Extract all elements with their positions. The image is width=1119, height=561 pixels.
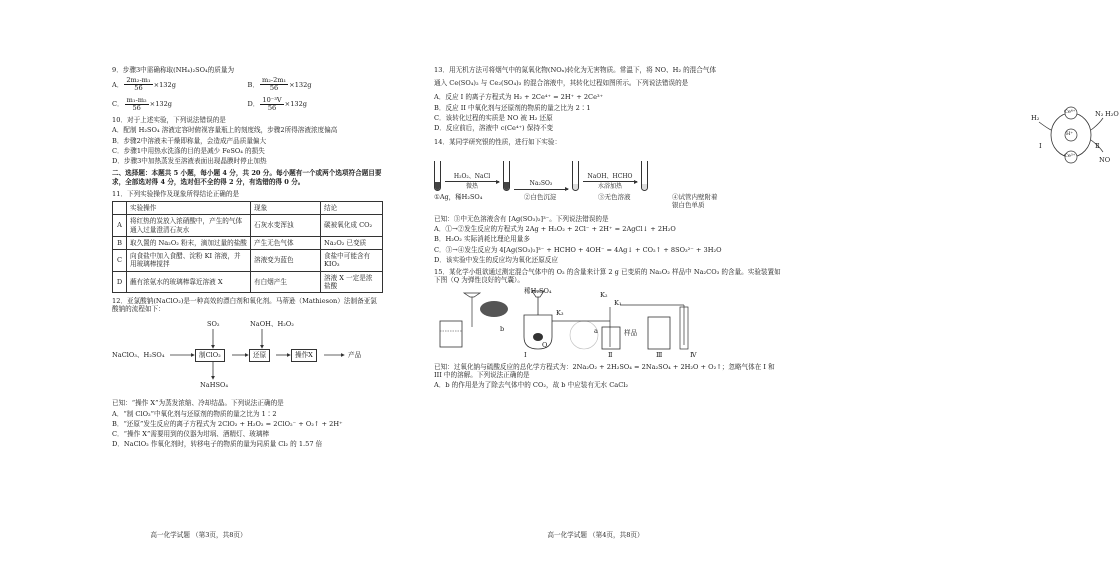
apparatus-drawing [434,287,734,359]
ce3-label: Ce³⁺ [1064,153,1076,159]
question-12 [112,297,383,449]
options [112,77,383,112]
option-b[interactable]: B．步骤2中溶液未干燥即称量，会造成产品质量偏大 [112,136,267,145]
question-stem: 12．亚氯酸钠(NaClO₂)是一种高效的漂白剂和氧化剂。马蒂逊（Mathieson）法制备亚氯酸钠的流程如下： [112,296,377,314]
acid-label: 稀H₂SO₄ [524,286,552,295]
question-stem: 15．某化学小组欲通过测定混合气体中的 O₂ 的含量来计算 2 g 已变质的 Na₂O₂ 样品中 Na₂CO₃ 的含量。实验装置如下图（Q 为弹性良好的气囊）。 [434,268,781,285]
table-header [113,202,127,215]
k2-label: K₂ [600,290,608,299]
tube-label: ③无色溶液 [597,192,631,201]
table-header: 结论 [321,202,383,215]
sample-label: 样品 [624,328,638,337]
roman-4-label: Ⅳ [690,350,697,359]
option-a[interactable]: A．反应 I 的离子方程式为 H₂ + 2Ce⁴⁺ = 2H⁺ + 2Ce³⁺ [434,93,604,102]
ce-cycle-diagram [1029,100,1119,170]
test-tube-icon [503,161,510,191]
question-note: 已知：③中无色溶液含有 [Ag(SO₃)₂]³⁻。下列说法错误的是 [434,214,609,223]
option-b[interactable]: B．“还原”发生反应的离子方程式为 2ClO₂ + H₂O₂ = 2ClO₂⁻ + O₂↑ + 2H⁺ [112,419,343,428]
roman-3-label: Ⅲ [656,350,663,359]
apparatus-diagram [434,287,782,359]
option-d[interactable]: D．步骤3中加热蒸发至溶液表面出现晶膜时停止加热 [112,157,267,166]
roman-2-label: Ⅱ [608,350,613,359]
option-b[interactable]: B．H₂O₂ 实际消耗比理论用量多 [434,235,530,244]
question-10 [112,116,383,165]
table-header-row [113,202,383,215]
test-tube-icon [572,161,579,191]
b-label: b [500,324,505,333]
question-note: 已知：“操作 X”为蒸发浓缩、冷却结晶。下列说法正确的是 [112,399,284,408]
experiment-table [112,201,383,293]
flow-input-so2: SO₂ [207,320,220,329]
test-tube-icon [434,161,441,191]
option-c[interactable]: C．“操作 X”需要用到的仪器为坩埚、酒精灯、玻璃棒 [112,430,270,439]
option-d[interactable]: D．NaClO₂ 作氧化剂时，转移电子的物质的量为同质量 Cl₂ 的 1.57 倍 [112,440,323,449]
question-stem: 13．用无机方法可将烟气中的氮氧化物(NOₓ)转化为无害物质。常温下，将 NO、H₂ 的混合气体 [434,66,717,74]
flow-output-nahso4: NaHSO₄ [200,381,229,390]
k1-label: K₁ [614,298,622,307]
tube-label: ④试管内壁附着银白色单质 [671,192,718,209]
table-header: 实验操作 [127,202,251,215]
table-row[interactable]: B 取久置的 Na₂O₂ 粉末，滴加过量的盐酸 产生无色气体 Na₂O₂ 已变质 [113,236,383,249]
page-right [397,0,1119,561]
option-d[interactable]: D．反应前后，溶液中 c(Ce⁴⁺) 保持不变 [434,124,554,133]
option-a[interactable]: A．“制 ClO₂”中氧化剂与还原剂的物质的量之比为 1∶2 [112,409,277,418]
option-d[interactable]: D． $\frac{\text{10⁻³V}}{56}$ ×132g [247,95,308,112]
question-stem: 11．下列实验操作及现象所得结论正确的是 [112,189,240,198]
reagent-step-3: NaOH、HCHO 水浴加热 [583,173,637,191]
option-c[interactable]: C．该转化过程的实质是 NO 被 H₂ 还原 [434,113,553,122]
k3-label: K₃ [556,308,564,317]
tube-labels [434,193,782,209]
option-a[interactable]: A．配制 H₂SO₄ 溶液定容时俯视容量瓶上的刻度线，步骤2所得溶液浓度偏高 [112,126,338,135]
hplus-label: H⁺ [1066,131,1073,137]
option-a[interactable]: A． $\frac{\text{2m₂-m₁}}{56}$ ×132g [112,76,176,93]
option-a[interactable]: A．b 的作用是为了除去气体中的 CO₂，故 b 中应装有无水 CaCl₂ [434,381,629,389]
table-header: 现象 [251,202,321,215]
question-stem-2: 通入 Ce(SO₄)₂ 与 Ce₂(SO₄)₃ 的混合溶液中，其转化过程如图所示。下列说法错误的是 [434,79,689,88]
question-stem: 9．步骤3中需确称取(NH₄)₂SO₄的质量为 [112,66,235,74]
option-c[interactable]: C．步骤1中用热水洗涤的目的是减少 FeSO₄ 的损失 [112,146,265,155]
option-b[interactable]: B． $\frac{\text{m₂-2m₁}}{56}$ ×132g [247,76,312,93]
q-label: Q [542,340,548,349]
question-note: 已知：过氧化钠与硫酸反应的总化学方程式为：2Na₂O₂ + 2H₂SO₄ = 2Na₂SO₄ + 2H₂O + O₂↑；忽略气体在 I 和 III 中的溶解。下列说法正确的是 [434,362,775,379]
n2-label: N₂ [1095,110,1104,118]
table-row[interactable]: C 向食盐中加入食醋、淀粉 KI 溶液，并用玻璃棒搅拌 溶液变为蓝色 食盐中可能含有 KIO₃ [113,250,383,271]
page-footer: 高一化学试题 （第3页，共8页） [150,530,247,539]
option-d[interactable]: D．该实验中发生的反应均为氧化还原反应 [434,255,558,264]
flow-box-operation-x: 操作X [291,349,317,361]
flow-box-reduce: 还原 [249,349,270,361]
section-2-heading: 二、选择题：本题共 5 小题，每小题 4 分，共 20 分。每小题有一个或两个选项符合题目要求，全部选对得 4 分，选对但不全的得 2 分，有选错的得 0 分。 [112,169,382,186]
roman-1-label: Ⅰ [1039,142,1042,150]
flow-box-clo2: 制ClO₂ [195,349,225,361]
flow-input-naoh: NaOH、H₂O₂ [250,320,294,329]
question-9 [112,66,383,112]
tube-label: ②白色沉淀 [523,192,557,201]
question-11 [112,190,383,293]
roman-2-label: Ⅱ [1095,142,1100,150]
option-c[interactable]: C． $\frac{\text{m₁-m₂}}{56}$ ×132g [112,95,173,112]
question-15 [434,268,782,389]
test-tube-icon [641,161,648,191]
option-a[interactable]: A．①→②发生反应的方程式为 2Ag + H₂O₂ + 2Cl⁻ + 2H⁺ = 2AgCl↓ + 2H₂O [434,225,676,234]
option-c[interactable]: C．③→④发生反应为 4[Ag(SO₃)₂]³⁻ + HCHO + 4OH⁻ = 4Ag↓ + CO₂↑ + 8SO₃²⁻ + 3H₂O [434,245,722,254]
no-label: NO [1099,156,1111,164]
a-label: a [594,326,598,335]
option-b[interactable]: B．反应 II 中氧化剂与还原剂的物质的量之比为 2∶1 [434,103,591,112]
tube-label: ①Ag，稀H₂SO₄ [434,192,483,201]
page-footer: 高一化学试题 （第4页，共8页） [547,530,644,539]
question-stem: 10．对于上述实验，下列说法错误的是 [112,116,226,125]
reagent-step-2: Na₂SO₃ [514,180,568,191]
flow-output-product: 产品 [348,351,362,360]
h2-label: H₂ [1031,114,1040,122]
process-flow-diagram [112,317,383,393]
page-left [0,0,397,561]
h2o-label: H₂O [1105,110,1119,118]
question-14 [434,138,782,264]
roman-1-label: Ⅰ [524,350,527,359]
flow-input: NaClO₃、H₂SO₄ [112,351,165,360]
table-row[interactable]: D 蘸有浓氨水的玻璃棒靠近溶液 X 有白烟产生 溶液 X 一定是浓盐酸 [113,271,383,292]
reagent-step-1: H₂O₂、NaCl 微热 [445,173,499,191]
ce4-label: Ce⁴⁺ [1064,109,1076,115]
experiment-tubes [434,151,782,191]
question-stem: 14．某同学研究银的性质，进行如下实验： [434,138,562,147]
table-row[interactable]: A 将红热的炭放入浓硝酸中，产生的气体通入过量澄清石灰水 石灰水变浑浊 碳被氧化成 CO₂ [113,215,383,236]
